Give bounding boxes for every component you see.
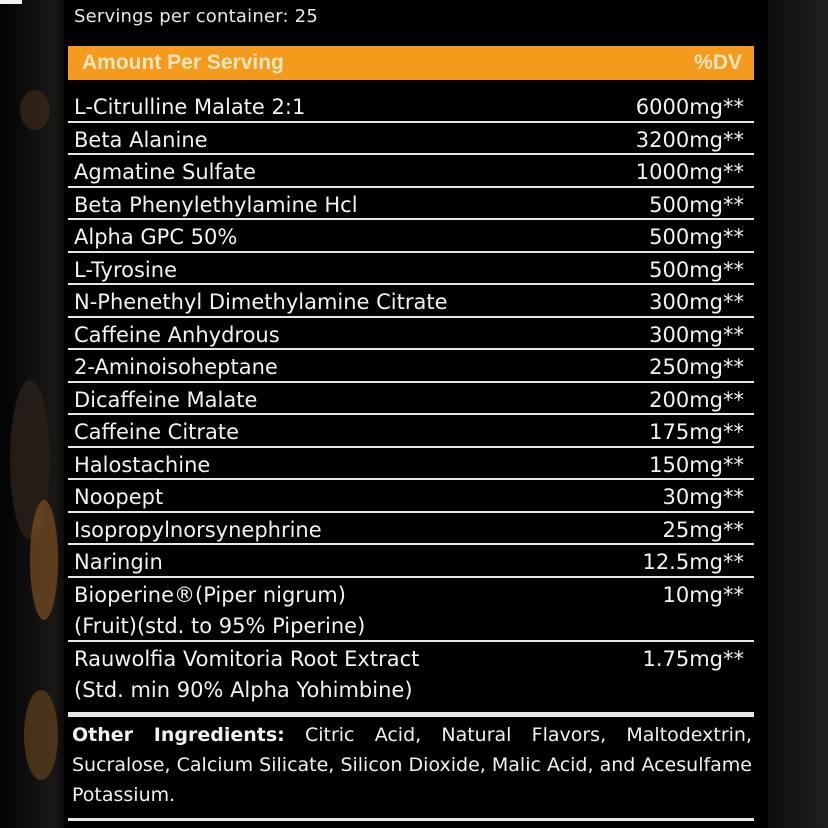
ingredient-amount: 500mg** [649,257,744,282]
ingredient-name: Beta Phenylethylamine Hcl [74,192,358,217]
ingredient-amount: 300mg** [649,290,744,314]
ingredient-amount: 1000mg** [635,160,744,184]
ingredient-row [68,513,754,546]
ingredient-row [68,285,754,318]
ingredient-name: N-Phenethyl Dimethylamine Citrate [74,290,448,314]
ingredient-name: Agmatine Sulfate [74,160,256,184]
ingredient-row [68,383,754,416]
amount-per-serving-header [68,46,754,80]
ingredient-amount: 175mg** [649,420,744,444]
ingredient-row [68,123,754,156]
background-right-photo [768,0,828,828]
background-left-photo [0,0,64,828]
ingredient-name: Alpha GPC 50% [74,225,238,249]
ingredient-name: Bioperine®(Piper nigrum) [74,582,346,607]
ingredient-row [68,318,754,351]
ingredient-name: 2-Aminoisoheptane [74,355,278,379]
ingredient-row [68,90,754,123]
ingredient-list [68,90,754,704]
ingredient-amount: 1.75mg** [642,646,744,671]
ingredient-amount: 3200mg** [635,127,744,152]
ingredient-row [68,155,754,188]
other-ingredients-text: Citric Acid, Natural Flavors, Maltodextrin, Sucralose, Calcium Silicate, Silicon Dioxide, Malic Acid, and Acesulfame Potassium. [72,724,752,806]
ingredient-row [68,253,754,286]
ingredient-row [68,220,754,253]
other-ingredients-label: Other Ingredients: [72,724,285,746]
ingredient-name: Halostachine [74,452,211,477]
ingredient-amount: 12.5mg** [642,550,744,574]
ingredient-row [68,642,754,704]
ingredient-amount: 500mg** [649,192,744,217]
ingredient-name: L-Tyrosine [74,257,177,282]
ingredient-amount: 300mg** [649,322,744,347]
corner-mark [0,0,22,4]
ingredient-name: Caffeine Citrate [74,420,240,444]
ingredient-name: Rauwolfia Vomitoria Root Extract [74,646,420,671]
ingredient-row [68,350,754,383]
ingredient-name: Dicaffeine Malate [74,387,258,412]
ingredient-name: L-Citrulline Malate 2:1 [74,95,306,119]
supplement-facts-panel [64,0,768,828]
ingredient-amount: 150mg** [649,452,744,477]
ingredient-subname: (Std. min 90% Alpha Yohimbine) [74,677,413,702]
ingredient-row [68,578,754,642]
ingredient-name: Isopropylnorsynephrine [74,517,322,542]
ingredient-amount: 200mg** [649,387,744,412]
ingredient-row [68,188,754,221]
ingredient-amount: 30mg** [662,485,744,509]
ingredient-row [68,415,754,448]
ingredient-amount: 25mg** [662,517,744,542]
divider-bottom [68,818,754,821]
ingredient-row [68,545,754,578]
ingredient-name: Caffeine Anhydrous [74,322,280,347]
ingredient-row [68,480,754,513]
other-ingredients [72,720,752,810]
ingredient-amount: 10mg** [662,582,744,607]
header-amount-label: Amount Per Serving [82,51,284,74]
servings-per-container: Servings per container: 25 [74,6,318,27]
ingredient-row [68,448,754,481]
ingredient-amount: 500mg** [649,225,744,249]
ingredient-name: Beta Alanine [74,127,208,152]
header-dv-label: %DV [694,51,742,74]
ingredient-amount: 250mg** [649,355,744,379]
ingredient-amount: 6000mg** [635,95,744,119]
ingredient-subname: (Fruit)(std. to 95% Piperine) [74,613,366,638]
ingredient-name: Noopept [74,485,164,509]
divider-thick [68,712,754,717]
ingredient-name: Naringin [74,550,163,574]
